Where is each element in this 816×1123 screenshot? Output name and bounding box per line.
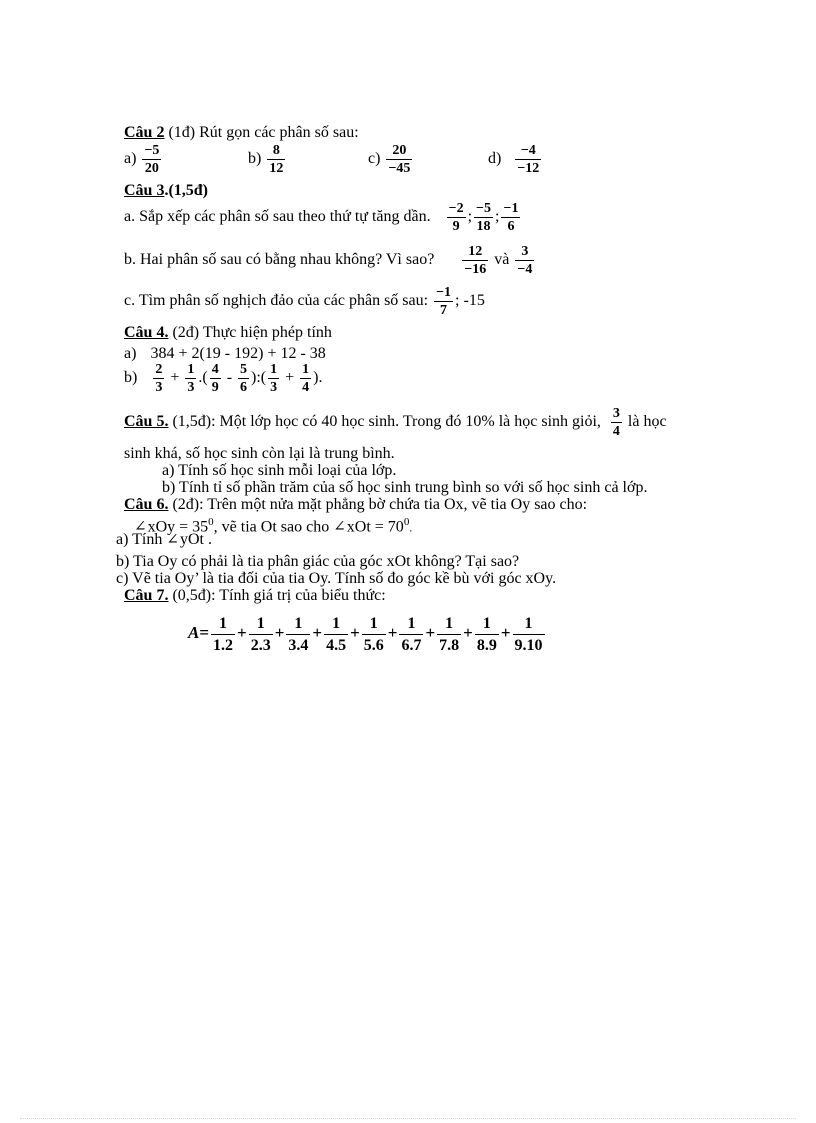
q7-fraction-5: $\frac{1}{5.6}$ — [363, 614, 384, 654]
q4-fraction-1: $\frac{2}{3}$ — [155, 362, 163, 395]
q2-heading: Câu 2 — [124, 124, 165, 141]
q3-points: .(1,5đ) — [164, 182, 209, 199]
q3-c-tail: ; -15 — [455, 292, 485, 310]
q4-part-b: b) $\frac{2}{3}$ + $\frac{1}{3}$ .( $\frac{4}{9}$ - $\frac{5}{6}$ ):( $\frac{1}{3}$ + $\frac{1}{4}$ ). — [124, 362, 323, 395]
angle-icon: ∠ — [166, 532, 179, 548]
q3-part-b — [124, 244, 536, 277]
q4-fraction-2: $\frac{1}{3}$ — [187, 362, 195, 395]
q2-text: Rút gọn các phân số sau: — [199, 124, 359, 141]
q5-text-1: (1,5đ): Một lớp học có 40 học sinh. Trong đó 10% là học sinh giỏi, — [168, 413, 601, 431]
q3-b-and: và — [494, 251, 510, 269]
q2-item-a — [124, 143, 163, 176]
q4-fraction-3: $\frac{4}{9}$ — [211, 362, 219, 395]
q2-points: (1đ) — [168, 124, 196, 141]
q2-fraction-d: $\frac{-4}{-12}$ — [517, 143, 540, 176]
q6-line-2: ∠xOy = $35^0$, vẽ tia Ot sao cho ∠xOt = $70^0$. — [134, 516, 413, 536]
q7-expression: A= $\frac{1}{1.2}$ + $\frac{1}{2.3}$ + $\frac{1}{3.4}$ + $\frac{1}{4.5}$ + $\frac{1}{5.6}$ + $\frac{1}{6.7}$ + $\frac{1}{7.8}$ + $\frac{1}{8.9}$ + $\frac{1}{9.10}$ — [188, 614, 543, 654]
q3-b-text: b. Hai phân số sau có bằng nhau không? Vì sao? — [124, 251, 435, 269]
q2-item-d — [488, 143, 543, 176]
q6-part-a: a) Tính ∠yOt . — [116, 531, 212, 548]
q5-text-2: là học — [627, 413, 667, 431]
q5-part-b: b) Tính tỉ số phần trăm của số học sinh trung bình so với số học sinh cả lớp. — [162, 479, 648, 496]
q7-fraction-1: $\frac{1}{1.2}$ — [213, 614, 234, 654]
angle-icon: ∠ — [333, 519, 346, 536]
q7-heading: Câu 7. — [124, 587, 169, 604]
q3-a-text: a. Sắp xếp các phân số sau theo thứ tự tăng dần. — [124, 208, 431, 226]
q3-b-fraction-2: $\frac{3}{-4}$ — [517, 244, 533, 277]
q3-a-fraction-3: $\frac{-1}{6}$ — [503, 201, 519, 234]
q4-a-expression: 384 + 2(19 - 192) + 12 - 38 — [150, 345, 326, 362]
q5-line-1 — [124, 406, 667, 439]
q6-heading: Câu 6. — [124, 496, 169, 513]
q3-b-fraction-1: $\frac{12}{-16}$ — [464, 244, 487, 277]
q2-label-d: d) — [488, 150, 502, 168]
q3-title-line — [124, 181, 208, 201]
q2-label-b: b) — [248, 150, 262, 168]
q7-fraction-3: $\frac{1}{3.4}$ — [288, 614, 309, 654]
q7-fraction-8: $\frac{1}{8.9}$ — [476, 614, 497, 654]
q7-text: (0,5đ): Tính giá trị của biểu thức: — [168, 587, 386, 604]
q7-title-line — [124, 586, 386, 606]
q3-a-fraction-1: $\frac{-2}{9}$ — [448, 201, 464, 234]
q6-text: (2đ): Trên một nửa mặt phẳng bờ chứa tia Ox, vẽ tia Oy sao cho: — [168, 496, 588, 513]
q2-item-c — [368, 143, 414, 176]
q3-part-a: a. Sắp xếp các phân số sau theo thứ tự tăng dần. $\frac{-2}{9}$ ; $\frac{-5}{18}$ ; $\frac{-1}{6}$ — [124, 201, 519, 234]
q4-part-a — [124, 344, 326, 364]
q2-label-c: c) — [368, 150, 381, 168]
q7-fraction-6: $\frac{1}{6.7}$ — [401, 614, 422, 654]
q4-fraction-5: $\frac{1}{3}$ — [270, 362, 278, 395]
q7-fraction-9: $\frac{1}{9.10}$ — [514, 614, 543, 654]
q7-fraction-7: $\frac{1}{7.8}$ — [439, 614, 460, 654]
q2-fraction-b: $\frac{8}{12}$ — [269, 143, 284, 176]
q4-title-line — [124, 323, 332, 343]
q2-fraction-c: $\frac{20}{-45}$ — [388, 143, 411, 176]
q3-part-c — [124, 285, 485, 318]
q4-fraction-4: $\frac{5}{6}$ — [240, 362, 248, 395]
q4-fraction-6: $\frac{1}{4}$ — [302, 362, 310, 395]
q6-part-b: b) Tia Oy có phải là tia phân giác của góc xOt không? Tại sao? — [116, 553, 520, 570]
q3-heading: Câu 3 — [124, 182, 165, 199]
q4-b-label: b) — [124, 369, 138, 387]
angle-icon: ∠ — [134, 519, 147, 536]
q3-c-fraction: $\frac{-1}{7}$ — [436, 285, 452, 318]
q4-heading: Câu 4. — [124, 324, 169, 341]
q7-fraction-4: $\frac{1}{4.5}$ — [326, 614, 347, 654]
q4-a-label: a) — [124, 345, 137, 362]
q3-c-text: c. Tìm phân số nghịch đảo của các phân số sau: — [124, 292, 429, 310]
q5-line-2: sinh khá, số học sinh còn lại là trung bình. — [124, 445, 395, 462]
q5-part-a: a) Tính số học sinh mỗi loại của lớp. — [162, 462, 397, 479]
q2-item-b — [248, 143, 287, 176]
q5-heading: Câu 5. — [124, 413, 169, 431]
q3-a-fraction-2: $\frac{-5}{18}$ — [476, 201, 492, 234]
q7-fraction-2: $\frac{1}{2.3}$ — [250, 614, 271, 654]
q2-fraction-a: $\frac{-5}{20}$ — [144, 143, 160, 176]
page-footer-divider — [20, 1118, 796, 1119]
q6-part-c: c) Vẽ tia Oy’ là tia đối của tia Oy. Tính số đo góc kề bù với góc xOy. — [116, 570, 557, 587]
q5-fraction: $\frac{3}{4}$ — [612, 406, 620, 439]
q2-label-a: a) — [124, 150, 137, 168]
q7-lhs: A — [188, 623, 200, 642]
q4-text: (2đ) Thực hiện phép tính — [172, 324, 332, 341]
q2-title-line — [124, 123, 359, 143]
